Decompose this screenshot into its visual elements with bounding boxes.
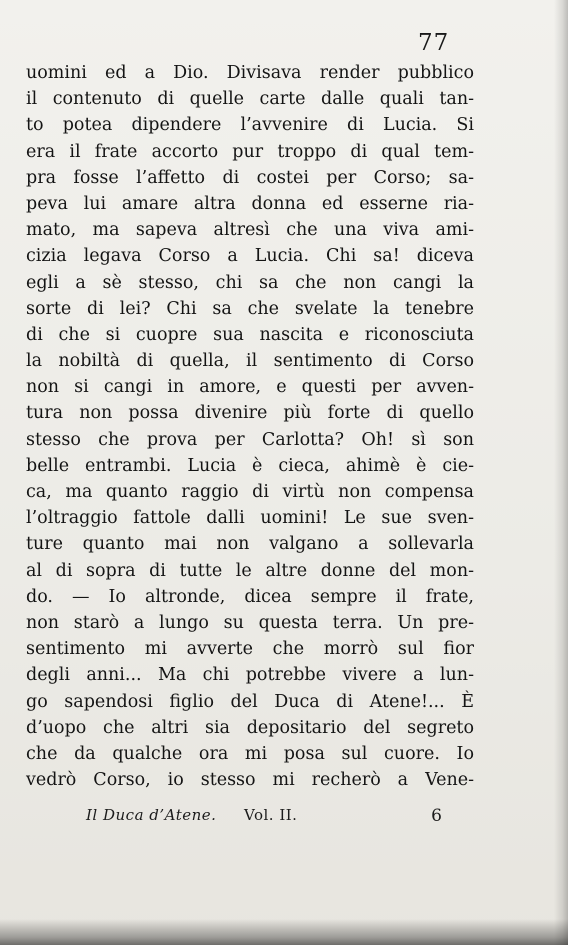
signature-mark: 6 [431, 806, 442, 826]
text-line: go sapendosi figlio del Duca di Atene!... È [26, 691, 474, 712]
text-line: degli anni... Ma chi potrebbe vivere a lun- [26, 665, 474, 686]
footer-book-title: Il Duca d’Atene. [86, 806, 217, 824]
text-line: ture quanto mai non valgano a sollevarla [26, 534, 474, 555]
text-line: do. — Io altronde, dicea sempre il frate, [26, 586, 474, 607]
text-line: pra fosse l’affetto di costei per Corso; sa- [26, 167, 474, 188]
text-line: l’oltraggio fattole dalli uomini! Le sue sven- [26, 508, 474, 529]
text-line: la nobiltà di quella, il sentimento di Corso [26, 351, 474, 372]
text-line: non si cangi in amore, e questi per avven- [26, 377, 474, 398]
page-number: 77 [418, 30, 450, 56]
text-line: mato, ma sapeva altresì che una viva ami- [26, 220, 474, 241]
body-text [26, 60, 474, 793]
footer-volume: Vol. II. [244, 806, 298, 824]
text-line: to potea dipendere l’avvenire di Lucia. Si [26, 115, 474, 136]
text-line: belle entrambi. Lucia è cieca, ahimè è cie- [26, 455, 474, 476]
text-line: cizia legava Corso a Lucia. Chi sa! diceva [26, 246, 474, 267]
text-line: al di sopra di tutte le altre donne del mon- [26, 560, 474, 581]
page-bottom-shadow [0, 919, 568, 945]
text-line: peva lui amare altra donna ed esserne ria- [26, 193, 474, 214]
text-line: di che si cuopre sua nascita e riconosciuta [26, 324, 474, 345]
text-line: era il frate accorto pur troppo di qual tem- [26, 141, 474, 162]
text-line: d’uopo che altri sia depositario del segreto [26, 717, 474, 738]
page-edge-shadow [554, 0, 568, 945]
text-line: il contenuto di quelle carte dalle quali tan- [26, 89, 474, 110]
text-line: sorte di lei? Chi sa che svelate la tenebre [26, 298, 474, 319]
text-line: egli a sè stesso, chi sa che non cangi la [26, 272, 474, 293]
text-line: ca, ma quanto raggio di virtù non compensa [26, 482, 474, 502]
page-footer [86, 806, 442, 830]
text-line: stesso che prova per Carlotta? Oh! sì son [26, 429, 474, 450]
text-line: uomini ed a Dio. Divisava render pubblico [26, 63, 474, 83]
text-line: tura non possa divenire più forte di quello [26, 403, 474, 424]
text-line: sentimento mi avverte che morrò sul fior [26, 639, 474, 660]
text-line: vedrò Corso, io stesso mi recherò a Vene- [26, 770, 474, 791]
text-line: che da qualche ora mi posa sul cuore. Io [26, 743, 474, 764]
text-line: non starò a lungo su questa terra. Un pre- [26, 612, 474, 633]
